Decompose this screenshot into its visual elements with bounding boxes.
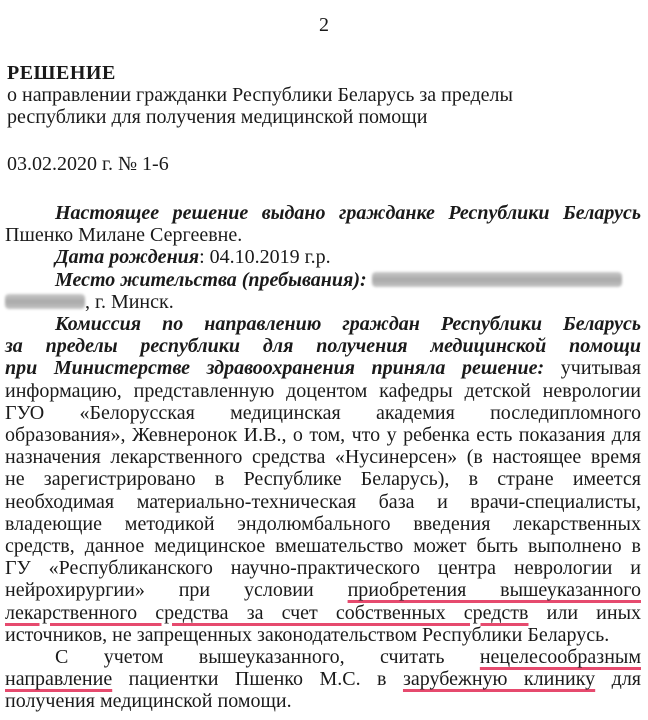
body-line xyxy=(5,602,641,624)
body-line: средств, данное медицинское вмешательство может быть выполнено в xyxy=(5,535,641,558)
body-text: для xyxy=(595,668,642,691)
body-text: пациентки Пшенко М.С. в xyxy=(112,668,403,691)
residence-line-2 xyxy=(5,291,641,313)
body-line xyxy=(5,357,641,379)
body-line xyxy=(5,335,641,357)
conclusion-line xyxy=(5,646,641,668)
body-line: назначения лекарственного средства «Нусинерсен» (в настоящее время xyxy=(5,446,641,469)
birth-date-label: Дата рождения xyxy=(55,246,200,269)
body-line: информацию, представленную доцентом кафедры детской неврологии xyxy=(5,379,641,402)
body-line: источников, не запрещенных законодательством Республики Беларусь. xyxy=(5,623,610,646)
redacted-address xyxy=(372,272,622,287)
highlighted-text: лекарственного средства за счет собственных средств xyxy=(5,601,529,624)
body-line: ГУ «Республиканского научно-практического центра неврологии и xyxy=(5,557,641,580)
body-line: владеющие методикой эндолюмбального введения лекарственных xyxy=(5,512,641,535)
issued-to-text: Настоящее решение выдано гражданке Республики Беларусь xyxy=(55,202,641,224)
commission-heading: при Министерстве здравоохранения приняла решение: xyxy=(5,357,545,380)
redacted-address xyxy=(5,294,85,309)
decision-date-number: 03.02.2020 г. № 1-6 xyxy=(7,153,169,175)
commission-heading: за пределы республики для получения медицинской помощи xyxy=(5,335,641,358)
conclusion-line: получения медицинской помощи. xyxy=(5,690,292,713)
birth-date-value: : 04.10.2019 г.р. xyxy=(199,246,331,269)
subtitle-line: о направлении гражданки Республики Беларусь за пределы xyxy=(7,84,513,106)
page-number: 2 xyxy=(319,14,329,36)
subtitle-line: республики для получения медицинской помощи xyxy=(7,106,428,128)
body-text: нейрохирургии» при условии xyxy=(5,579,348,602)
highlighted-text: приобретения вышеуказанного xyxy=(347,579,641,602)
highlighted-text: зарубежную клинику xyxy=(402,668,596,691)
residence-label: Место жительства (пребывания): xyxy=(55,268,367,291)
patient-name: Пшенко Милане Сергеевне. xyxy=(5,224,243,247)
body-line xyxy=(5,579,641,601)
document-subtitle xyxy=(7,84,513,128)
residence-city: , г. Минск. xyxy=(85,290,174,313)
body-line: образования», Жевнеронок И.В., о том, что у ребенка есть показания для xyxy=(5,424,641,447)
body-line xyxy=(5,313,641,335)
body-text: учитывая xyxy=(544,357,642,380)
birth-date-line xyxy=(5,246,641,268)
body-text: С учетом вышеуказанного, считать xyxy=(55,646,480,669)
body-line: необходимая материально-техническая база и врачи-специалисты, xyxy=(5,490,641,513)
residence-line xyxy=(5,269,641,291)
body-text: или иных xyxy=(528,601,642,624)
document-title: РЕШЕНИЕ xyxy=(7,62,116,84)
conclusion-line xyxy=(5,668,641,690)
body-line: ГУО «Белорусская медицинская академия последипломного xyxy=(5,401,641,424)
highlighted-text: направление xyxy=(5,668,113,691)
document-body xyxy=(5,202,641,713)
body-line xyxy=(5,202,641,224)
body-line: не зарегистрировано в Республике Беларусь), в стране имеется xyxy=(5,468,641,491)
highlighted-text: нецелесообразным xyxy=(479,646,641,669)
commission-heading: Комиссия по направлению граждан Республики Беларусь xyxy=(55,313,641,336)
